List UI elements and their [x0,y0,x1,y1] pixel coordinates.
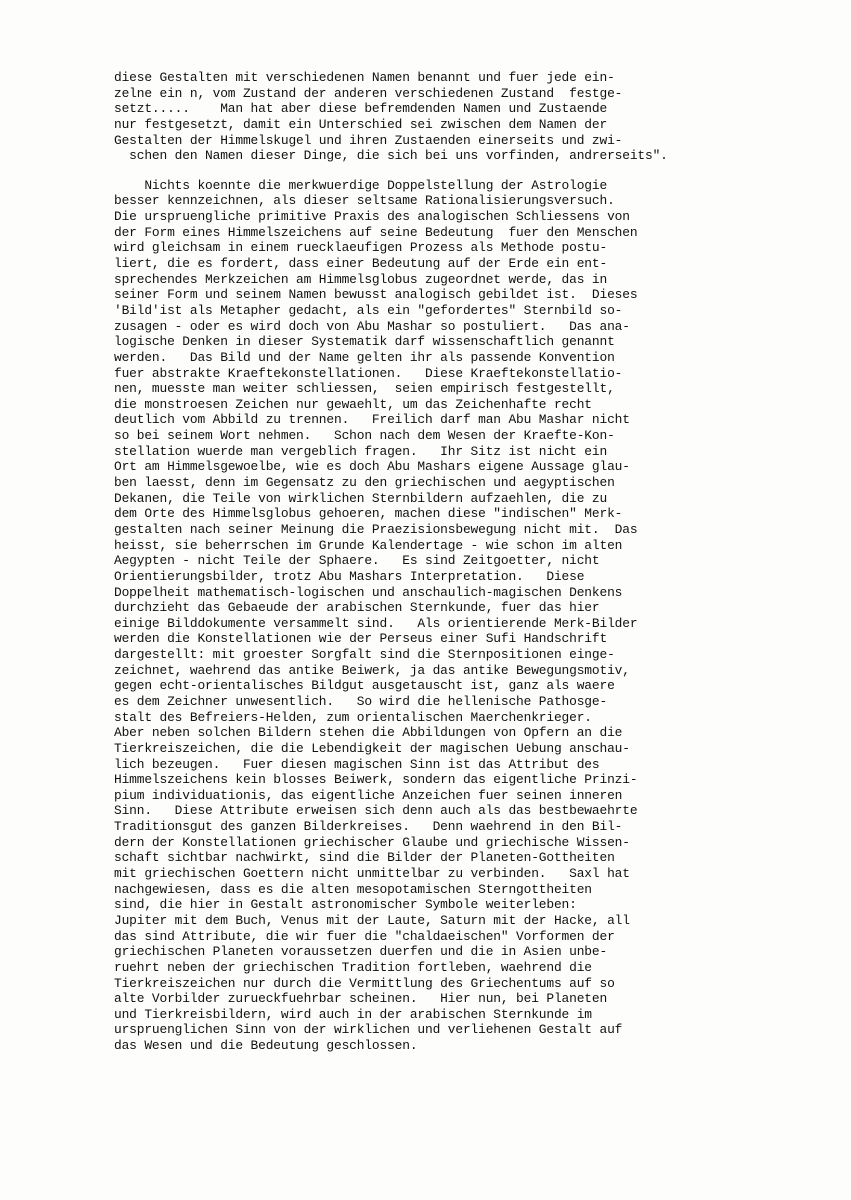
text-line: dargestellt: mit groester Sorgfalt sind die Sternpositionen einge- [114,647,615,663]
paragraph-gap [114,164,774,178]
text-line: dern der Konstellationen griechischer Glaube und griechische Wissen- [114,834,630,850]
text-line: logische Denken in dieser Systematik darf wissenschaftlich genannt [114,334,615,350]
text-line: werden. Das Bild und der Name gelten ihr als passende Konvention [114,349,615,365]
text-line: Aber neben solchen Bildern stehen die Abbildungen von Opfern an die [114,725,623,741]
text-line: griechischen Planeten voraussetzen duerfen und die in Asien unbe- [114,944,608,960]
text-line: pium individuationis, das eigentliche Anzeichen fuer seinen inneren [114,787,623,803]
text-line: mit griechischen Goettern nicht unmittelbar zu verbinden. Saxl hat [114,866,630,882]
text-line: Jupiter mit dem Buch, Venus mit der Laute, Saturn mit der Hacke, all [114,912,630,928]
text-line: Ort am Himmelsgewoelbe, wie es doch Abu Mashars eigene Aussage glau- [114,459,630,475]
text-line: zusagen - oder es wird doch von Abu Mashar so postuliert. Das ana- [114,318,630,334]
text-line: das sind Attribute, die wir fuer die "chaldaeischen" Vorformen der [114,928,615,944]
text-line: gestalten nach seiner Meinung die Praezisionsbewegung nicht mit. Das [114,521,638,537]
text-line: Himmelszeichens kein blosses Beiwerk, sondern das eigentliche Prinzi- [114,772,638,788]
text-line: liert, die es fordert, dass einer Bedeutung auf der Erde ein ent- [114,256,608,272]
text-line: nur festgesetzt, damit ein Unterschied sei zwischen dem Namen der [114,116,608,132]
text-line: schen den Namen dieser Dinge, die sich bei uns vorfinden, andrerseits". [114,148,668,164]
text-line: ruehrt neben der griechischen Tradition fortleben, waehrend die [114,959,592,975]
text-line: Dekanen, die Teile von wirklichen Sternbildern aufzaehlen, die zu [114,490,608,506]
text-line: Tierkreiszeichen, die die Lebendigkeit der magischen Uebung anschau- [114,740,630,756]
text-line: deutlich vom Abbild zu trennen. Freilich darf man Abu Mashar nicht [114,412,630,428]
text-line: werden die Konstellationen wie der Perseus einer Sufi Handschrift [114,631,608,647]
text-line: durchzieht das Gebaeude der arabischen Sternkunde, fuer das hier [114,600,600,616]
text-line: besser kennzeichnen, als dieser seltsame Rationalisierungsversuch. [114,193,615,209]
text-line: Aegypten - nicht Teile der Sphaere. Es sind Zeitgoetter, nicht [114,553,600,569]
text-line: alte Vorbilder zurueckfuehrbar scheinen. Hier nun, bei Planeten [114,991,608,1007]
text-line: urspruenglichen Sinn von der wirklichen und verliehenen Gestalt auf [114,1022,623,1038]
text-line: diese Gestalten mit verschiedenen Namen benannt und fuer jede ein- [114,70,615,85]
text-line: lich bezeugen. Fuer diesen magischen Sinn ist das Attribut des [114,756,600,772]
text-line: Orientierungsbilder, trotz Abu Mashars Interpretation. Diese [114,568,585,584]
text-line: und Tierkreisbildern, wird auch in der arabischen Sternkunde im [114,1006,592,1022]
paragraph-1 [114,70,774,164]
text-line: der Form eines Himmelszeichens auf seine Bedeutung fuer den Menschen [114,224,638,240]
text-line: Traditionsgut des ganzen Bilderkreises. Denn waehrend in den Bil- [114,819,623,835]
text-line: so bei seinem Wort nehmen. Schon nach dem Wesen der Kraefte-Kon- [114,428,615,444]
text-line: Tierkreiszeichen nur durch die Vermittlung des Griechentums auf so [114,975,615,991]
text-line: 'Bild'ist als Metapher gedacht, als ein "gefordertes" Sternbild so- [114,302,623,318]
text-line: es dem Zeichner unwesentlich. So wird die hellenische Pathosge- [114,693,608,709]
text-line: schaft sichtbar nachwirkt, sind die Bilder der Planeten-Gottheiten [114,850,615,866]
typescript-body [114,70,774,1054]
text-line: seiner Form und seinem Namen bewusst analogisch gebildet ist. Dieses [114,287,638,303]
text-line: Gestalten der Himmelskugel und ihren Zustaenden einerseits und zwi- [114,132,623,148]
text-line: das Wesen und die Bedeutung geschlossen. [114,1038,418,1054]
text-line: stalt des Befreiers-Helden, zum orientalischen Maerchenkrieger. [114,709,592,725]
text-line: heisst, sie beherrschen im Grunde Kalendertage - wie schon im alten [114,537,623,553]
text-line: sind, die hier in Gestalt astronomischer Symbole weiterleben: [114,897,577,913]
text-line: nen, muesste man weiter schliessen, seien empirisch festgestellt, [114,381,615,397]
text-line: setzt..... Man hat aber diese befremdenden Namen und Zustaende [114,101,608,117]
paragraph-2 [114,178,774,1054]
text-line: ben laesst, denn im Gegensatz zu den griechischen und aegyptischen [114,475,615,491]
text-line: dem Orte des Himmelsglobus gehoeren, machen diese "indischen" Merk- [114,506,623,522]
text-line: gegen echt-orientalisches Bildgut ausgetauscht ist, ganz als waere [114,678,615,694]
text-line: fuer abstrakte Kraeftekonstellationen. Diese Kraeftekonstellatio- [114,365,623,381]
text-line: Nichts koennte die merkwuerdige Doppelstellung der Astrologie [114,177,608,193]
text-line: sprechendes Merkzeichen am Himmelsglobus zugeordnet werde, das in [114,271,608,287]
text-line: wird gleichsam in einem ruecklaeufigen Prozess als Methode postu- [114,240,608,256]
text-line: einige Bilddokumente versammelt sind. Als orientierende Merk-Bilder [114,615,638,631]
text-line: Doppelheit mathematisch-logischen und anschaulich-magischen Denkens [114,584,623,600]
text-line: zelne ein n, vom Zustand der anderen verschiedenen Zustand festge- [114,85,623,101]
text-line: stellation wuerde man vergeblich fragen. Ihr Sitz ist nicht ein [114,443,608,459]
text-line: Die urspruengliche primitive Praxis des analogischen Schliessens von [114,209,630,225]
text-line: Sinn. Diese Attribute erweisen sich denn auch als das bestbewaehrte [114,803,638,819]
text-line: zeichnet, waehrend das antike Beiwerk, ja das antike Bewegungsmotiv, [114,662,630,678]
text-line: nachgewiesen, dass es die alten mesopotamischen Sterngottheiten [114,881,592,897]
text-line: die monstroesen Zeichen nur gewaehlt, um das Zeichenhafte recht [114,396,592,412]
